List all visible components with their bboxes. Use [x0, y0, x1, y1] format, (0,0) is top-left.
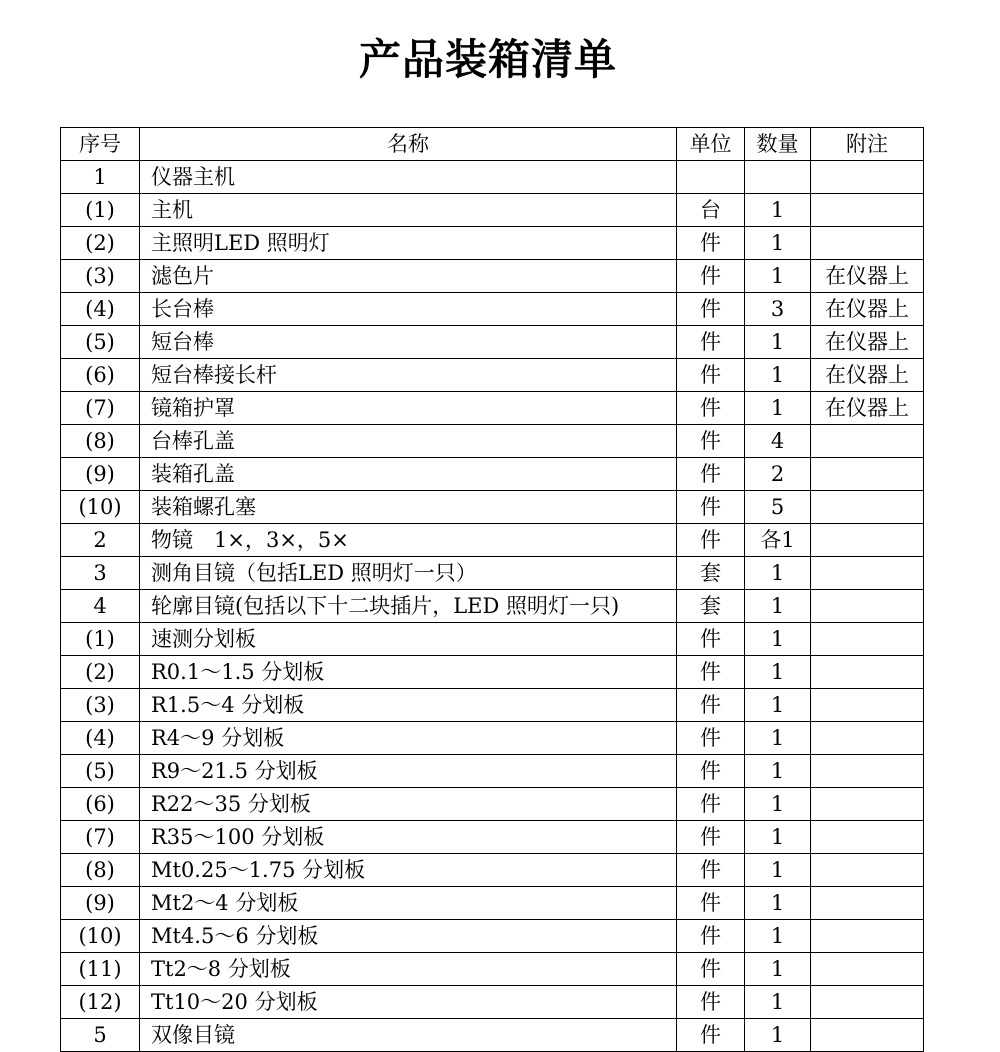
cell-name: 装箱孔盖	[140, 458, 677, 491]
cell-note	[811, 161, 924, 194]
cell-qty	[745, 161, 811, 194]
cell-note	[811, 953, 924, 986]
cell-seq: (4)	[61, 293, 140, 326]
cell-name: 主机	[140, 194, 677, 227]
table-row	[61, 821, 924, 854]
cell-qty: 1	[745, 260, 811, 293]
page-title: 产品装箱清单	[358, 35, 617, 84]
cell-name: R35～100 分划板	[140, 821, 677, 854]
cell-name: 主照明LED 照明灯	[140, 227, 677, 260]
cell-qty: 1	[745, 755, 811, 788]
cell-unit: 件	[677, 722, 745, 755]
cell-name: 装箱螺孔塞	[140, 491, 677, 524]
cell-seq: (1)	[61, 623, 140, 656]
cell-unit: 件	[677, 623, 745, 656]
cell-unit: 件	[677, 854, 745, 887]
cell-qty: 5	[745, 491, 811, 524]
cell-note: 在仪器上	[811, 359, 924, 392]
cell-name: 短台棒	[140, 326, 677, 359]
cell-note	[811, 854, 924, 887]
cell-unit: 件	[677, 227, 745, 260]
cell-seq: (10)	[61, 920, 140, 953]
cell-unit: 件	[677, 788, 745, 821]
table-row	[61, 392, 924, 425]
table-row	[61, 854, 924, 887]
cell-qty: 1	[745, 227, 811, 260]
cell-name: 双像目镜	[140, 1019, 677, 1052]
cell-note	[811, 689, 924, 722]
cell-note	[811, 458, 924, 491]
cell-seq: 4	[61, 590, 140, 623]
cell-seq: (3)	[61, 689, 140, 722]
table-row	[61, 788, 924, 821]
table-row	[61, 524, 924, 557]
cell-seq: (8)	[61, 854, 140, 887]
cell-qty: 1	[745, 359, 811, 392]
cell-unit: 件	[677, 755, 745, 788]
cell-seq: 5	[61, 1019, 140, 1052]
cell-unit: 件	[677, 359, 745, 392]
cell-unit: 件	[677, 656, 745, 689]
cell-qty: 4	[745, 425, 811, 458]
cell-seq: 1	[61, 161, 140, 194]
cell-note	[811, 524, 924, 557]
cell-note	[811, 1019, 924, 1052]
cell-name: R4～9 分划板	[140, 722, 677, 755]
cell-seq: (2)	[61, 227, 140, 260]
cell-qty: 1	[745, 821, 811, 854]
cell-seq: (12)	[61, 986, 140, 1019]
cell-note	[811, 194, 924, 227]
cell-name: 轮廓目镜(包括以下十二块插片，LED 照明灯一只)	[140, 590, 677, 623]
cell-qty: 1	[745, 920, 811, 953]
cell-name: Mt0.25～1.75 分划板	[140, 854, 677, 887]
table-row	[61, 920, 924, 953]
table-row	[61, 425, 924, 458]
cell-name: R22～35 分划板	[140, 788, 677, 821]
cell-note: 在仪器上	[811, 260, 924, 293]
cell-unit: 件	[677, 326, 745, 359]
cell-note	[811, 986, 924, 1019]
cell-note: 在仪器上	[811, 392, 924, 425]
cell-unit: 件	[677, 458, 745, 491]
cell-unit: 件	[677, 887, 745, 920]
cell-note: 在仪器上	[811, 293, 924, 326]
cell-qty: 1	[745, 986, 811, 1019]
packing-list-table	[60, 127, 924, 1052]
cell-seq: (2)	[61, 656, 140, 689]
cell-qty: 1	[745, 590, 811, 623]
cell-name: 仪器主机	[140, 161, 677, 194]
cell-seq: (11)	[61, 953, 140, 986]
table-row	[61, 953, 924, 986]
cell-qty: 1	[745, 854, 811, 887]
table-row	[61, 293, 924, 326]
cell-unit: 件	[677, 260, 745, 293]
cell-qty: 1	[745, 953, 811, 986]
cell-qty: 1	[745, 326, 811, 359]
cell-seq: (1)	[61, 194, 140, 227]
header-qty: 数量	[745, 128, 811, 161]
cell-seq: 3	[61, 557, 140, 590]
cell-name: Mt2～4 分划板	[140, 887, 677, 920]
cell-note	[811, 656, 924, 689]
table-row	[61, 194, 924, 227]
cell-qty: 3	[745, 293, 811, 326]
cell-name: Mt4.5～6 分划板	[140, 920, 677, 953]
cell-unit: 件	[677, 821, 745, 854]
cell-note	[811, 920, 924, 953]
cell-seq: (7)	[61, 821, 140, 854]
header-name: 名称	[140, 128, 677, 161]
cell-note	[811, 590, 924, 623]
table-row	[61, 689, 924, 722]
cell-unit: 件	[677, 425, 745, 458]
cell-seq: (4)	[61, 722, 140, 755]
cell-seq: (5)	[61, 755, 140, 788]
table-body	[61, 161, 924, 1052]
cell-qty: 1	[745, 689, 811, 722]
cell-note	[811, 755, 924, 788]
cell-note	[811, 491, 924, 524]
cell-name: 速测分划板	[140, 623, 677, 656]
cell-name: 滤色片	[140, 260, 677, 293]
table-row	[61, 161, 924, 194]
table-row	[61, 227, 924, 260]
cell-unit	[677, 161, 745, 194]
table-row	[61, 1019, 924, 1052]
table-row	[61, 326, 924, 359]
cell-unit: 件	[677, 953, 745, 986]
header-row	[61, 128, 924, 161]
cell-unit: 件	[677, 293, 745, 326]
table-row	[61, 986, 924, 1019]
cell-unit: 件	[677, 1019, 745, 1052]
cell-unit: 件	[677, 524, 745, 557]
table-row	[61, 491, 924, 524]
table-row	[61, 887, 924, 920]
cell-unit: 套	[677, 590, 745, 623]
cell-name: R0.1～1.5 分划板	[140, 656, 677, 689]
cell-qty: 1	[745, 623, 811, 656]
cell-unit: 件	[677, 986, 745, 1019]
cell-seq: (8)	[61, 425, 140, 458]
table-row	[61, 623, 924, 656]
cell-name: 台棒孔盖	[140, 425, 677, 458]
cell-qty: 1	[745, 392, 811, 425]
table-row	[61, 722, 924, 755]
cell-qty: 1	[745, 194, 811, 227]
cell-qty: 1	[745, 887, 811, 920]
cell-name: 短台棒接长杆	[140, 359, 677, 392]
cell-name: R9～21.5 分划板	[140, 755, 677, 788]
cell-seq: (3)	[61, 260, 140, 293]
cell-qty: 1	[745, 557, 811, 590]
cell-name: Tt10～20 分划板	[140, 986, 677, 1019]
table-row	[61, 359, 924, 392]
cell-qty: 1	[745, 722, 811, 755]
cell-name: Tt2～8 分划板	[140, 953, 677, 986]
cell-qty: 1	[745, 788, 811, 821]
cell-name: 物镜 1×，3×，5×	[140, 524, 677, 557]
cell-unit: 件	[677, 392, 745, 425]
cell-qty: 各1	[745, 524, 811, 557]
cell-unit: 台	[677, 194, 745, 227]
table-row	[61, 260, 924, 293]
cell-seq: (9)	[61, 458, 140, 491]
table-row	[61, 656, 924, 689]
cell-note	[811, 821, 924, 854]
table-row	[61, 755, 924, 788]
cell-name: R1.5～4 分划板	[140, 689, 677, 722]
header-note: 附注	[811, 128, 924, 161]
cell-note	[811, 623, 924, 656]
cell-note	[811, 227, 924, 260]
cell-seq: 2	[61, 524, 140, 557]
cell-seq: (9)	[61, 887, 140, 920]
cell-qty: 1	[745, 1019, 811, 1052]
cell-seq: (6)	[61, 788, 140, 821]
cell-note	[811, 788, 924, 821]
cell-unit: 套	[677, 557, 745, 590]
cell-note	[811, 887, 924, 920]
cell-seq: (5)	[61, 326, 140, 359]
cell-note	[811, 557, 924, 590]
cell-unit: 件	[677, 689, 745, 722]
table-header	[61, 128, 924, 161]
cell-seq: (6)	[61, 359, 140, 392]
cell-name: 测角目镜（包括LED 照明灯一只）	[140, 557, 677, 590]
header-seq: 序号	[61, 128, 140, 161]
cell-note: 在仪器上	[811, 326, 924, 359]
header-unit: 单位	[677, 128, 745, 161]
cell-name: 长台棒	[140, 293, 677, 326]
cell-seq: (10)	[61, 491, 140, 524]
cell-seq: (7)	[61, 392, 140, 425]
table-row	[61, 557, 924, 590]
cell-note	[811, 425, 924, 458]
cell-unit: 件	[677, 491, 745, 524]
cell-qty: 2	[745, 458, 811, 491]
cell-note	[811, 722, 924, 755]
table-row	[61, 590, 924, 623]
cell-qty: 1	[745, 656, 811, 689]
table-row	[61, 458, 924, 491]
cell-unit: 件	[677, 920, 745, 953]
cell-name: 镜箱护罩	[140, 392, 677, 425]
